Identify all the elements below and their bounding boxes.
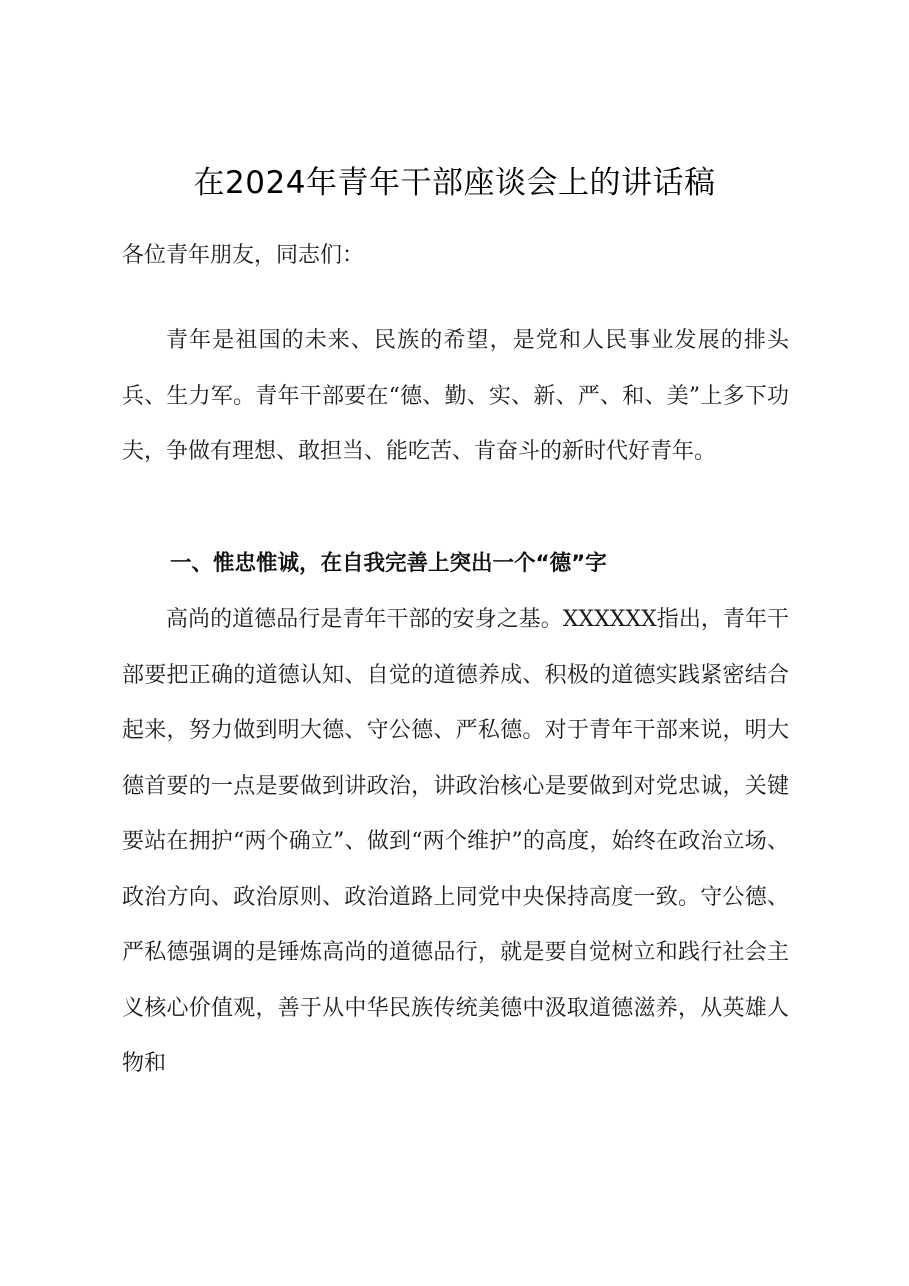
greeting-line: 各位青年朋友，同志们：: [122, 243, 365, 268]
section-heading: 一、惟忠惟诚，在自我完善上突出一个“德”字: [170, 551, 607, 576]
document-title: 在2024年青年干部座谈会上的讲话稿: [193, 165, 716, 201]
body-paragraph: 高尚的道德品行是青年干部的安身之基。XXXXXX指出，青年干部要把正确的道德认知、自觉的道德养成、积极的道德实践紧密结合起来，努力做到明大德、守公德、严私德。对于青年干部来说，明大德首要的一点是要做到讲政治，讲政治核心是要做到对党忠诚，关键要站在拥护“两个确立”、做到“两个维护”的高度，始终在政治立场、政治方向、政治原则、政治道路上同党中央保持高度一致。守公德、严私德强调的是锤炼高尚的道德品行，就是要自觉树立和践行社会主义核心价值观，善于从中华民族传统美德中汲取道德滋养，从英雄人物和: [122, 607, 789, 1076]
intro-paragraph: 青年是祖国的未来、民族的希望，是党和人民事业发展的排头兵、生力军。青年干部要在“德、勤、实、新、严、和、美”上多下功夫，争做有理想、敢担当、能吃苦、肯奋斗的新时代好青年。: [122, 328, 789, 464]
